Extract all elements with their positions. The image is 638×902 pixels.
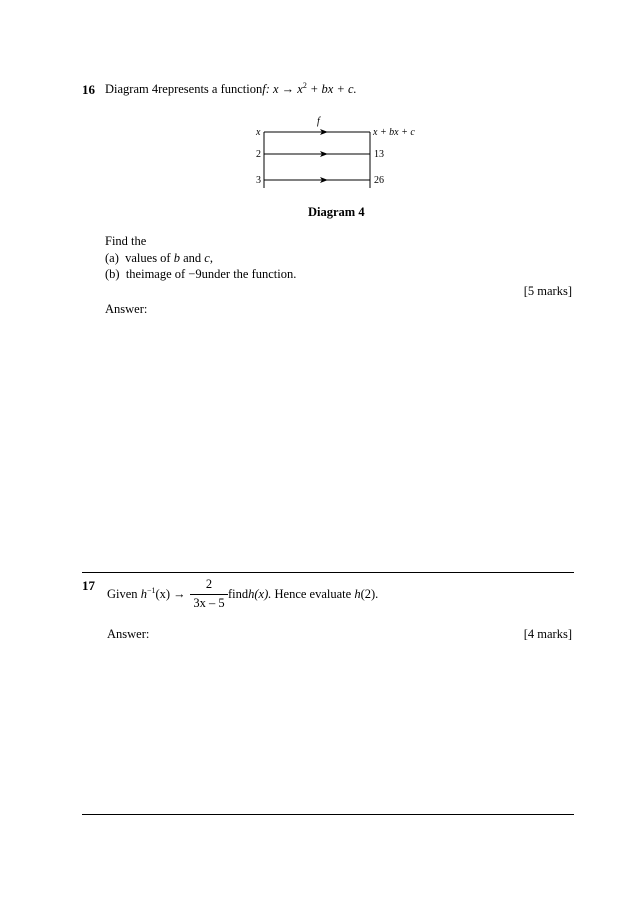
diagram-caption: Diagram 4 [308,205,365,219]
q17-marks: [4 marks] [523,627,572,641]
bottom-divider [82,814,574,815]
q16-f-map: f: x → x [262,82,303,96]
q17-hence: Hence evaluate [271,587,355,601]
q16-find-the: Find the [105,234,147,248]
q16-marks: [5 marks] [523,284,572,298]
q16-rest: + bx + c. [306,82,357,96]
fraction-bar [190,594,228,595]
fraction-numerator: 2 [205,577,213,591]
q17-find-text [228,587,378,602]
diagram-input-2: 2 [256,149,261,160]
q16-part-a [105,251,213,266]
q17-h: h [140,587,147,601]
part-a-label: (a) [105,251,119,265]
q17-given: Given [107,587,141,601]
question-16-statement [105,82,357,97]
part-a-text: values of [125,251,174,265]
question-16-number: 16 [82,82,95,97]
part-b-text: theimage of −9under the function. [125,267,297,281]
q17-find: find [228,587,249,601]
part-b-label: (b) [105,267,120,281]
diagram-f-label: f [317,116,320,127]
q17-inverse: −1 [146,586,156,595]
question-divider [82,572,574,573]
q16-part-b [105,267,296,282]
arrow-diagram [250,112,430,196]
q16-exponent: 2 [302,81,307,90]
question-17-number: 17 [82,578,95,593]
part-a-c: c [204,251,210,265]
diagram-x-label: x [256,127,261,138]
part-a-b: b [173,251,180,265]
q17-h2-rest: (2). [360,587,379,601]
diagram-output-26: 26 [374,175,384,186]
diagram-output-13: 13 [374,149,384,160]
part-a-and: and [179,251,205,265]
q16-answer-label: Answer: [105,302,148,316]
q17-hx: h(x). [248,587,272,601]
diagram-input-3: 3 [256,175,261,186]
fraction-denominator: 3x – 5 [193,596,225,610]
q17-h2-h: h [354,587,361,601]
question-17-statement [107,587,186,602]
q17-x-arrow: (x) → [155,587,186,601]
diagram-fx-label: x + bx + c [373,127,415,138]
part-a-comma: , [209,251,213,265]
q16-intro: Diagram 4represents a function [105,82,263,96]
q17-fraction [190,577,228,611]
q17-answer-label: Answer: [107,627,150,641]
